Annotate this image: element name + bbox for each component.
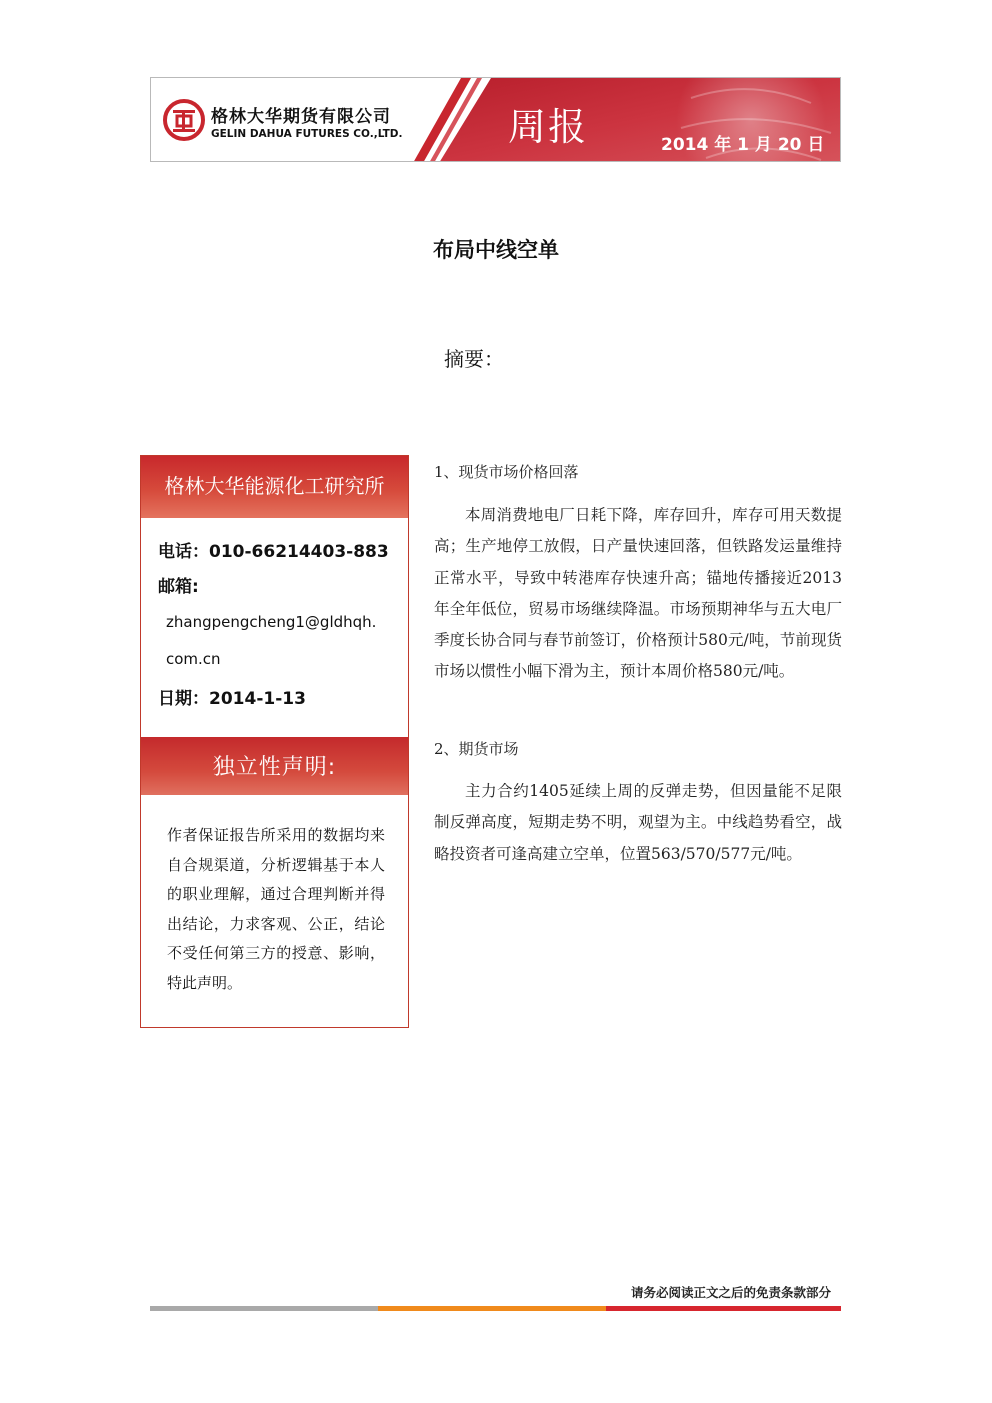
report-type-label: 周报 bbox=[508, 105, 589, 149]
email-value-line2[interactable]: com.cn bbox=[166, 650, 221, 668]
declaration-header bbox=[141, 737, 408, 795]
section-body-futures-market: 主力合约1405延续上周的反弹走势，但因量能不足限制反弹高度，短期走势不明，观望为主。中线趋势看空，战略投资者可逢高建立空单，位置563/570/577元/吨。 bbox=[434, 782, 842, 863]
institute-header bbox=[141, 456, 408, 518]
company-name-cn: 格林大华期货有限公司 bbox=[211, 107, 391, 127]
report-header bbox=[150, 77, 841, 162]
email-value-line1[interactable]: zhangpengcheng1@gldhqh. bbox=[166, 613, 377, 631]
abstract-label: 摘要： bbox=[444, 347, 504, 371]
report-date: 2014 年 1 月 20 日 bbox=[661, 135, 825, 155]
contact-phone bbox=[158, 537, 398, 562]
sidebar-info-box bbox=[140, 455, 409, 1028]
email-label: 邮箱: bbox=[158, 577, 199, 597]
declaration-title: 独立性声明: bbox=[212, 755, 337, 780]
footer-bar-red bbox=[606, 1306, 841, 1311]
institute-name: 格林大华能源化工研究所 bbox=[164, 474, 385, 498]
section-body-spot-market: 本周消费地电厂日耗下降，库存回升，库存可用天数提高；生产地停工放假，日产量快速回落，但铁路发运量维持正常水平，导致中转港库存快速升高；锚地传播接近2013年全年低位，贸易市场继续降温。市场预期神华与五大电厂季度长协合同与春节前签订，价格预计580元/吨，节前现货市场以惯性小幅下滑为主，预计本周价格580元/吨。 bbox=[434, 506, 842, 681]
disclaimer-note: 请务必阅读正文之后的免责条款部分 bbox=[630, 1285, 831, 1300]
report-issue-date: 日期：2014-1-13 bbox=[158, 689, 306, 709]
footer-color-bar bbox=[150, 1306, 841, 1311]
footer-bar-gray bbox=[150, 1306, 378, 1311]
declaration-text: 作者保证报告所采用的数据均来自合规渠道，分析逻辑基于本人的职业理解，通过合理判断并得出结论，力求客观、公正，结论不受任何第三方的授意、影响，特此声明。 bbox=[167, 826, 385, 992]
document-title: 布局中线空单 bbox=[433, 238, 559, 262]
section-title-futures-market: 2、期货市场 bbox=[434, 740, 519, 758]
contact-phone-text: 电话：010-66214403-883 bbox=[158, 542, 389, 562]
gelin-dahua-logo-icon bbox=[163, 99, 205, 141]
section-title-spot-market: 1、现货市场价格回落 bbox=[434, 463, 579, 481]
company-name-en: GELIN DAHUA FUTURES CO.,LTD. bbox=[211, 128, 403, 140]
footer-bar-orange bbox=[378, 1306, 606, 1311]
